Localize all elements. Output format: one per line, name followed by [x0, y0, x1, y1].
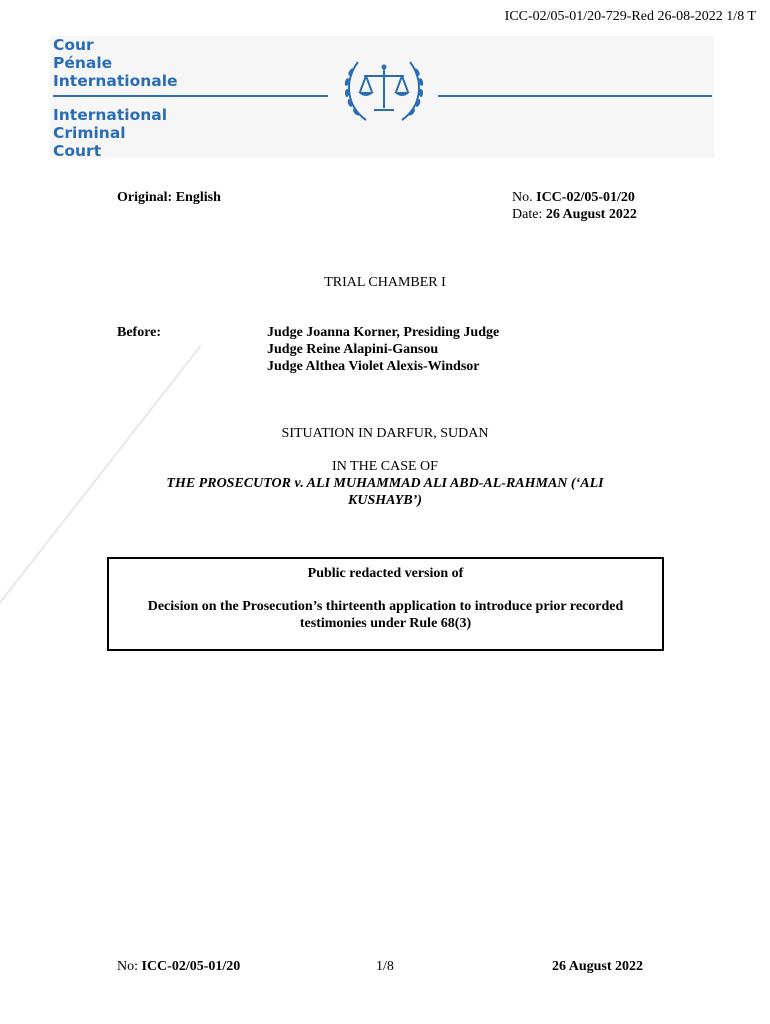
case-number-prefix: No. [512, 190, 537, 205]
document-reference: ICC-02/05-01/20-729-Red 26-08-2022 1/8 T [504, 9, 756, 24]
chamber-title: TRIAL CHAMBER I [324, 275, 446, 290]
case-title-line1: THE PROSECUTOR v. ALI MUHAMMAD ALI ABD-AL-RAHMAN (‘ALI [166, 476, 604, 491]
judge-name: Judge Joanna Korner, Presiding Judge [267, 325, 500, 340]
page-number: 1/8 [376, 959, 394, 974]
case-number-line [512, 189, 635, 206]
footer-no-prefix: No: [117, 959, 142, 974]
logo-line: Internationale [53, 72, 178, 90]
logo-divider-right [438, 95, 712, 97]
logo-line: Criminal [53, 124, 126, 142]
judge-name: Judge Althea Violet Alexis-Windsor [267, 359, 480, 374]
original-language: Original: English [117, 190, 221, 205]
footer-no-value: ICC-02/05-01/20 [141, 959, 241, 974]
date-line [512, 206, 637, 223]
case-number: ICC-02/05-01/20 [536, 190, 635, 205]
before-label: Before: [117, 325, 162, 340]
scales-of-justice-icon [336, 50, 432, 130]
logo-english-name [53, 106, 167, 160]
judges-list [267, 324, 499, 375]
decision-title-line2: testimonies under Rule 68(3) [299, 616, 472, 631]
judge-name: Judge Reine Alapini-Gansou [267, 342, 439, 357]
document-date: 26 August 2022 [545, 207, 637, 222]
logo-line: Cour [53, 36, 94, 54]
footer-date: 26 August 2022 [552, 959, 644, 974]
situation-title: SITUATION IN DARFUR, SUDAN [281, 426, 489, 441]
case-heading: IN THE CASE OF [332, 459, 438, 474]
footer-case-number [117, 958, 240, 975]
logo-line: Pénale [53, 54, 113, 72]
logo-french-name [53, 36, 178, 90]
logo-divider-left [53, 95, 328, 97]
case-title-line2: KUSHAYB’) [348, 493, 422, 508]
document-title-box [107, 557, 664, 651]
logo-line: Court [53, 142, 102, 160]
decision-title-line1: Decision on the Prosecution’s thirteenth application to introduce prior recorded [147, 599, 624, 614]
date-prefix: Date: [512, 207, 546, 222]
logo-line: International [53, 106, 168, 124]
redacted-version-label: Public redacted version of [307, 566, 464, 581]
